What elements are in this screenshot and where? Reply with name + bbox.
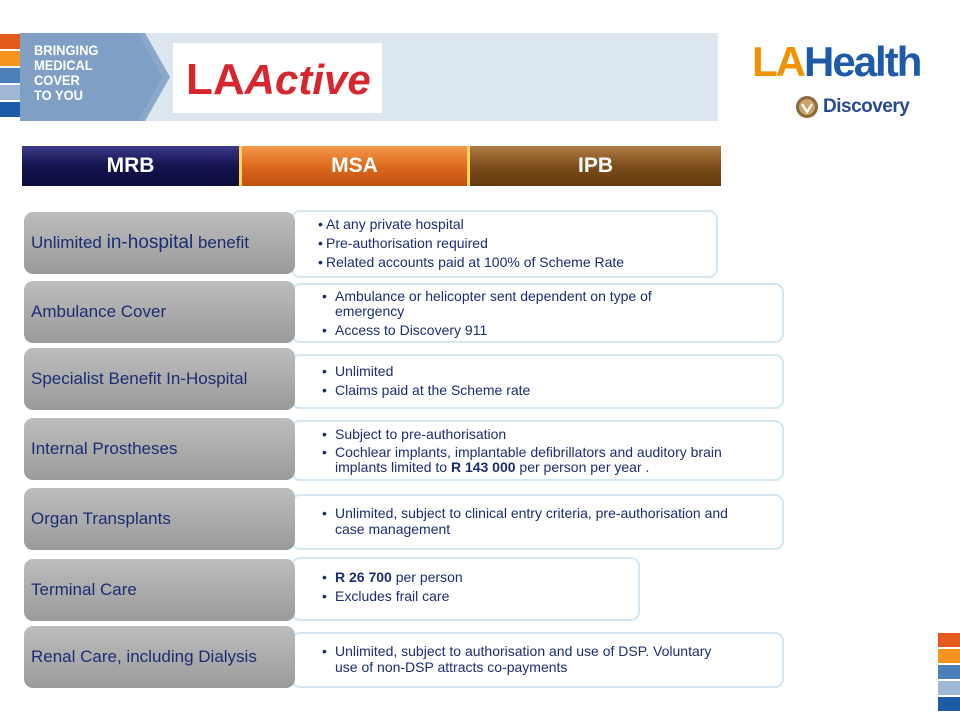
- benefit-detail-item: [322, 445, 742, 475]
- benefit-details: [291, 210, 718, 278]
- stripe: [0, 85, 20, 100]
- amount-text: R 143 000: [450, 459, 516, 475]
- benefit-detail-item: • Ambulance or helicopter sent dependent on type of emergency: [322, 289, 722, 319]
- benefit-label: Ambulance Cover: [24, 281, 295, 343]
- benefit-detail-item: • Unlimited, subject to authorisation and use of DSP. Voluntary use of non-DSP attracts co-payments: [322, 643, 722, 675]
- discovery-emblem-icon: [795, 95, 819, 119]
- stripe: [938, 633, 960, 647]
- benefit-details: [291, 283, 784, 343]
- tab-mrb[interactable]: [22, 146, 242, 186]
- discovery-logo: [795, 94, 909, 120]
- benefit-label: [24, 212, 295, 274]
- benefit-detail-item: • At any private hospital: [318, 216, 716, 232]
- benefit-detail-item: • Claims paid at the Scheme rate: [322, 382, 782, 398]
- benefit-label-post: benefit: [197, 233, 249, 252]
- la-active-logo-word: Active: [244, 56, 371, 103]
- stripe: [938, 681, 960, 695]
- benefit-details: [291, 557, 640, 621]
- la-health-logo-la: LA: [752, 38, 804, 85]
- la-active-logo: [186, 55, 371, 104]
- tab-label: MSA: [331, 154, 378, 177]
- detail-text: Cochlear implants, implantable defibrillators and auditory brain implants limited to: [335, 444, 722, 475]
- detail-text: per person per year .: [515, 459, 650, 475]
- tagline-line: MEDICAL: [34, 57, 93, 73]
- benefit-detail-item: • Unlimited, subject to clinical entry criteria, pre-authorisation and case management: [322, 505, 752, 537]
- stripe: [938, 649, 960, 663]
- discovery-logo-text: Discovery: [823, 96, 910, 117]
- benefit-details: [291, 494, 784, 550]
- benefit-label-emphasis: in-hospital: [106, 232, 194, 253]
- benefit-label: Internal Prostheses: [24, 418, 295, 480]
- benefit-label: Terminal Care: [24, 559, 295, 621]
- right-color-stripes: [938, 633, 960, 713]
- benefit-label: Organ Transplants: [24, 488, 295, 550]
- benefit-details: [291, 420, 784, 481]
- left-color-stripes: [0, 34, 20, 122]
- benefit-detail-item: [322, 569, 638, 585]
- benefit-detail-item: • Access to Discovery 911: [322, 322, 722, 338]
- stripe: [938, 665, 960, 679]
- benefit-detail-item: • Related accounts paid at 100% of Scheme Rate: [318, 254, 716, 270]
- tagline-line: BRINGING: [34, 42, 99, 58]
- benefit-details: [291, 632, 784, 688]
- benefit-detail-item: • Excludes frail care: [322, 588, 638, 604]
- tagline-line: TO YOU: [34, 87, 83, 103]
- stripe: [0, 34, 20, 49]
- benefit-label: Specialist Benefit In-Hospital: [24, 348, 295, 410]
- la-health-logo: [752, 38, 927, 88]
- benefit-details: [291, 354, 784, 409]
- benefit-label-pre: Unlimited: [31, 233, 102, 252]
- tab-label: IPB: [577, 154, 613, 177]
- tab-ipb[interactable]: [470, 146, 721, 186]
- la-active-logo-la: LA: [186, 55, 245, 104]
- tab-msa[interactable]: [242, 146, 470, 186]
- amount-text: R 26 700: [335, 569, 392, 585]
- benefit-label: Renal Care, including Dialysis: [24, 626, 295, 688]
- la-health-logo-word: Health: [804, 38, 921, 85]
- tagline: [34, 43, 117, 103]
- benefit-detail-item: • Unlimited: [322, 363, 782, 379]
- stripe: [938, 697, 960, 711]
- benefit-detail-item: • Subject to pre-authorisation: [322, 426, 742, 442]
- detail-text: per person: [391, 569, 463, 585]
- stripe: [0, 102, 20, 117]
- stripe: [0, 51, 20, 66]
- stripe: [0, 68, 20, 83]
- tab-label: MRB: [106, 154, 155, 177]
- tagline-line: COVER: [34, 72, 80, 88]
- benefit-detail-item: • Pre-authorisation required: [318, 235, 716, 251]
